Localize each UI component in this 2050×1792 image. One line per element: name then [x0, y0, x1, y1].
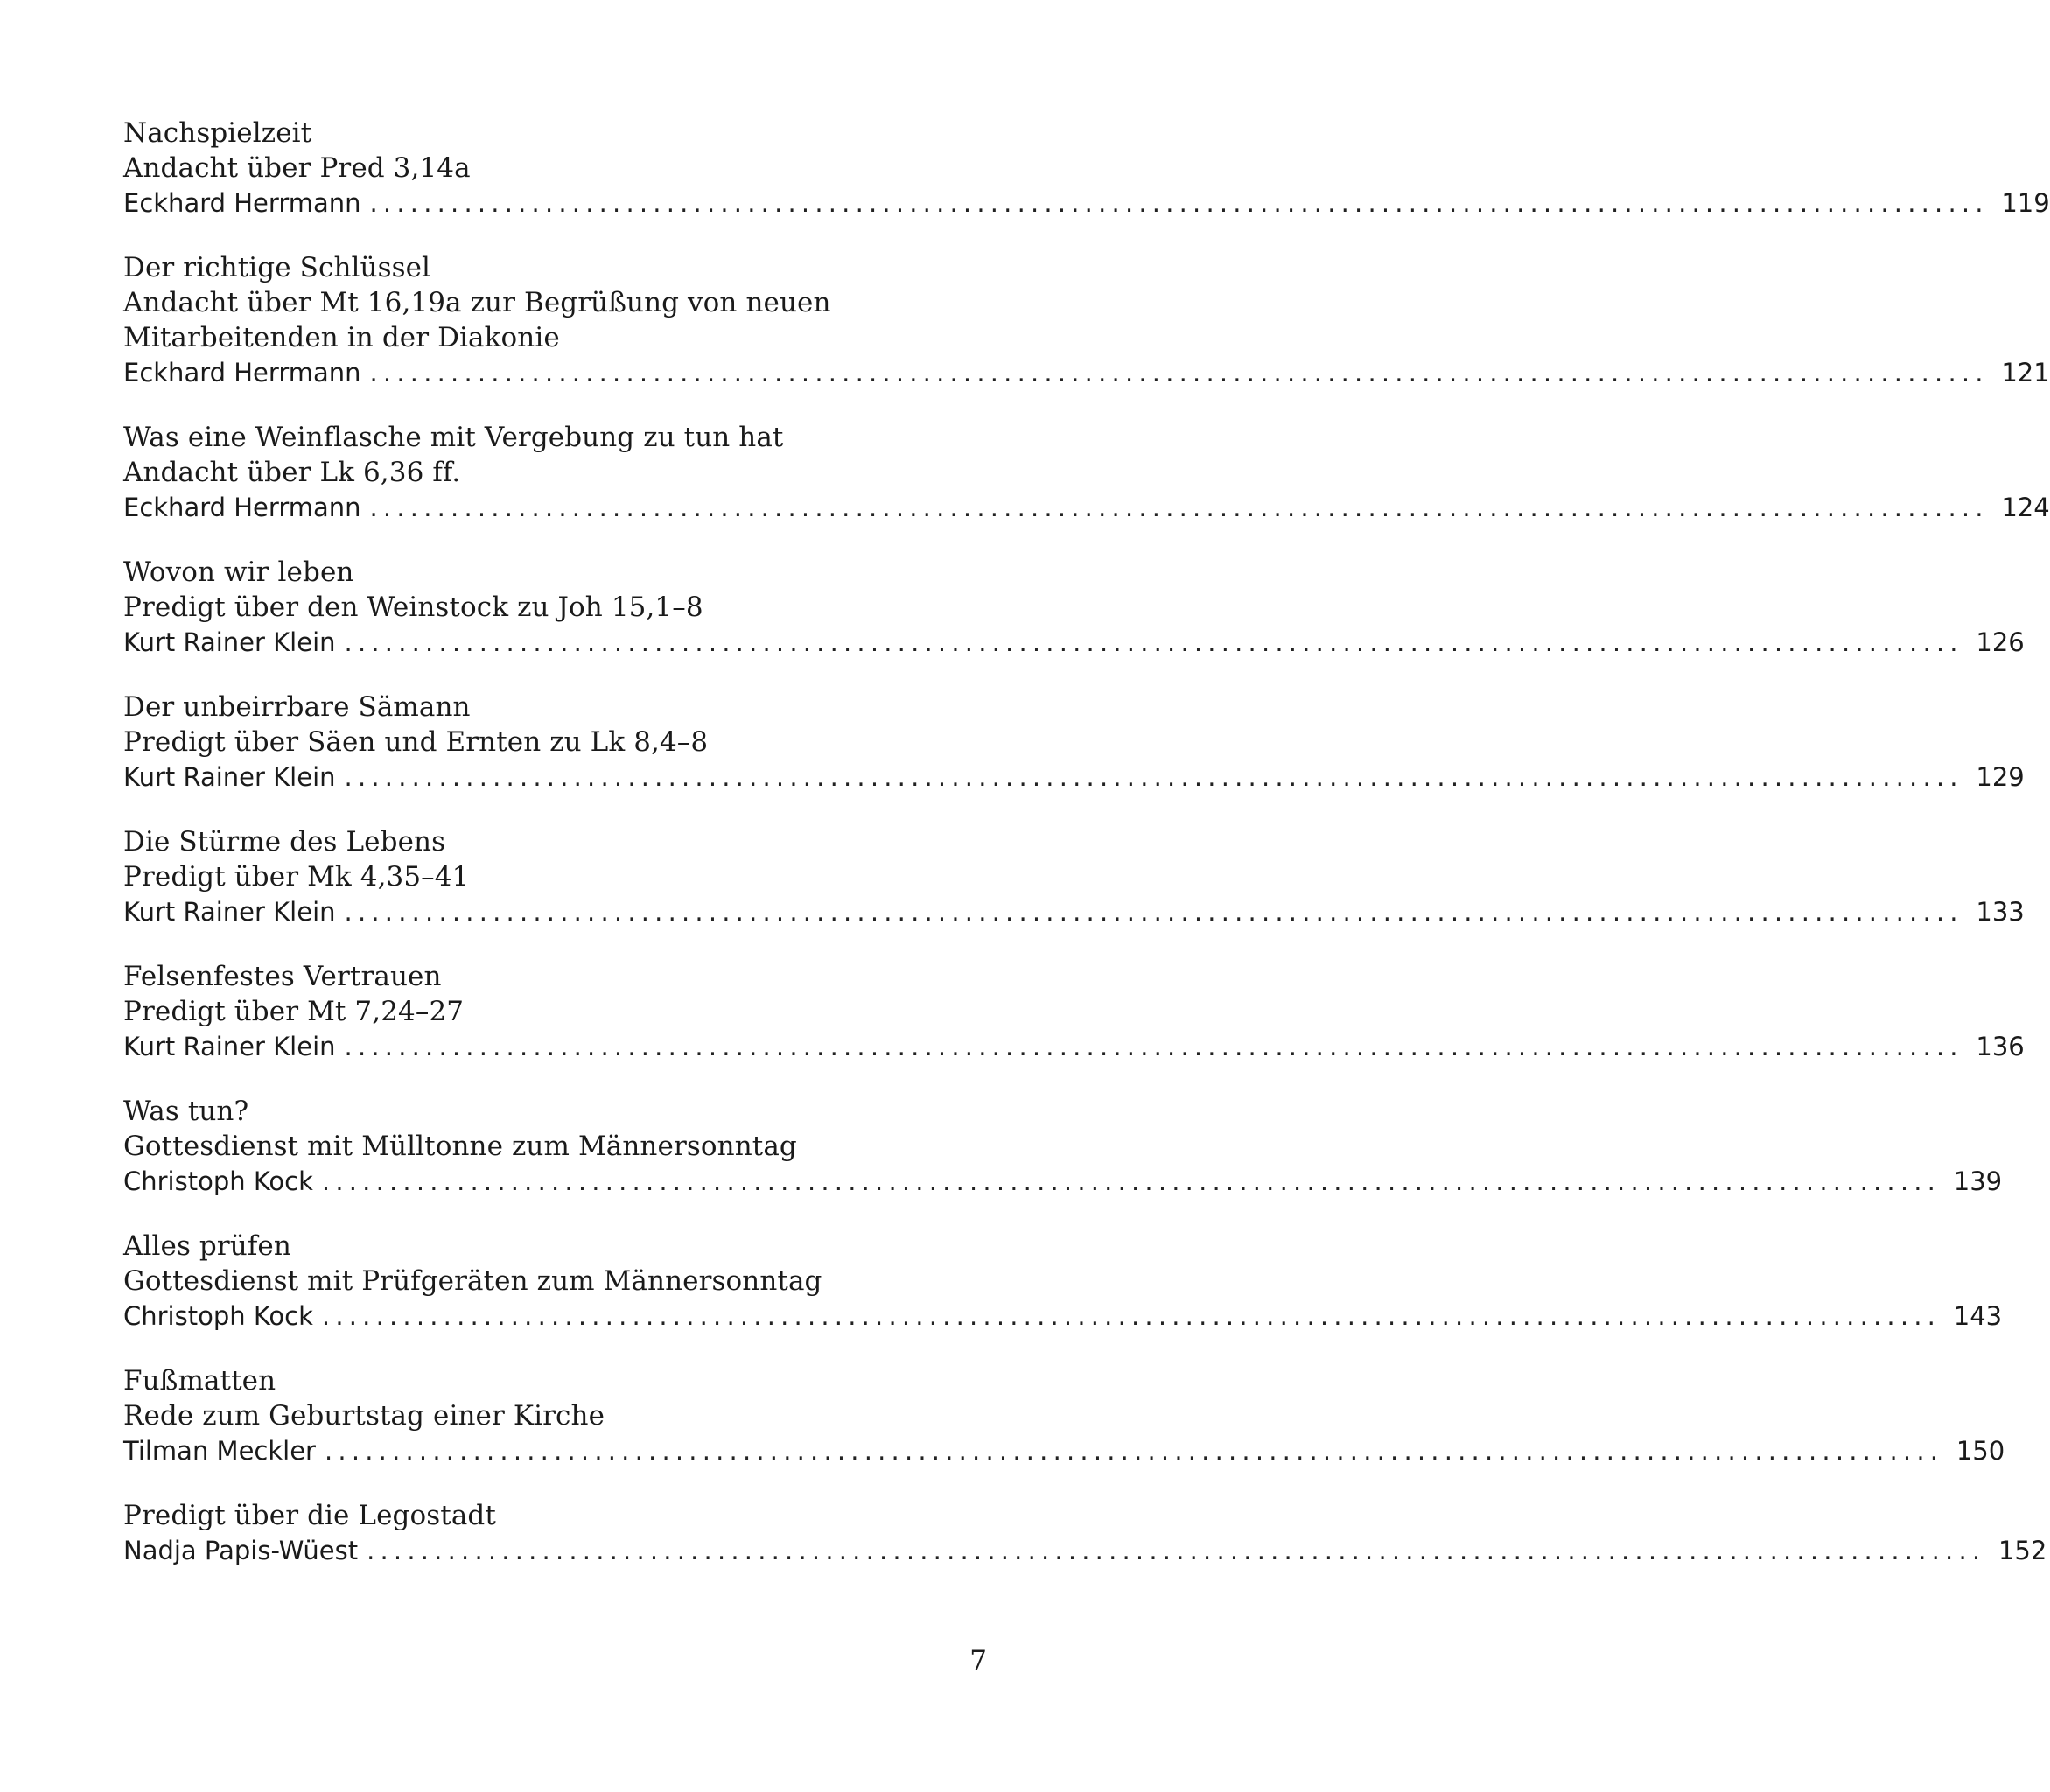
entry-page-number: 119 — [2001, 188, 2050, 218]
entry-page-number: 126 — [1976, 627, 2025, 657]
entry-subtitle: Andacht über Pred 3,14a — [123, 152, 471, 184]
entry-subtitle: Predigt über Säen und Ernten zu Lk 8,4–8 — [123, 726, 709, 758]
entry-author-line — [123, 1029, 2025, 1064]
entry-title: Wovon wir leben — [123, 556, 354, 588]
dot-leader: ........................................................................................................................ — [369, 358, 1989, 388]
entry-author: Christoph Kock — [123, 1301, 313, 1331]
entry-author: Eckhard Herrmann — [123, 188, 361, 218]
entry-author: Kurt Rainer Klein — [123, 627, 336, 657]
toc-entry — [123, 690, 2025, 794]
dot-leader: ........................................................................................................................ — [324, 1436, 1944, 1466]
entry-author: Kurt Rainer Klein — [123, 897, 336, 927]
toc-entry — [123, 959, 2025, 1064]
entry-author: Eckhard Herrmann — [123, 493, 361, 522]
entry-author-line — [123, 186, 2050, 220]
entry-author-line — [123, 1164, 2003, 1199]
entry-subtitle: Mitarbeitenden in der Diakonie — [123, 322, 560, 354]
toc-entry — [123, 1363, 2005, 1468]
entry-author-line — [123, 1533, 2047, 1568]
entry-subtitle: Andacht über Mt 16,19a zur Begrüßung von neuen — [123, 287, 831, 318]
toc-entry — [123, 1094, 2003, 1199]
entry-author-line — [123, 894, 2025, 929]
entry-subtitle: Predigt über den Weinstock zu Joh 15,1–8 — [123, 592, 703, 623]
entry-subtitle: Andacht über Lk 6,36 ff. — [123, 457, 461, 488]
toc-entry — [123, 1228, 2003, 1334]
entry-title: Felsenfestes Vertrauen — [123, 961, 442, 992]
entry-title: Der richtige Schlüssel — [123, 252, 431, 284]
entry-subtitle: Predigt über Mk 4,35–41 — [123, 861, 470, 892]
entry-author-line — [123, 490, 2050, 525]
entry-title: Fußmatten — [123, 1365, 276, 1396]
entry-title: Der unbeirrbare Sämann — [123, 691, 471, 723]
entry-subtitle: Rede zum Geburtstag einer Kirche — [123, 1400, 605, 1432]
toc-entry — [123, 555, 2025, 660]
entry-page-number: 139 — [1953, 1166, 2003, 1196]
entry-page-number: 133 — [1976, 897, 2025, 927]
entry-author-line — [123, 625, 2025, 660]
entry-page-number: 143 — [1953, 1301, 2003, 1331]
table-of-contents — [123, 116, 2050, 1598]
entry-title: Die Stürme des Lebens — [123, 826, 446, 858]
entry-subtitle: Gottesdienst mit Prüfgeräten zum Männersonntag — [123, 1265, 822, 1297]
toc-entry — [123, 420, 2050, 525]
entry-title: Predigt über die Legostadt — [123, 1500, 496, 1531]
dot-leader: ........................................................................................................................ — [321, 1301, 1942, 1331]
dot-leader: ........................................................................................................................ — [369, 188, 1989, 218]
entry-author-line — [123, 1298, 2003, 1334]
entry-author: Christoph Kock — [123, 1166, 313, 1196]
entry-author-line — [123, 1433, 2005, 1468]
toc-entry — [123, 250, 2050, 390]
entry-author: Nadja Papis-Wüest — [123, 1536, 359, 1565]
dot-leader: ........................................................................................................................ — [344, 1032, 1963, 1061]
dot-leader: ........................................................................................................................ — [321, 1166, 1942, 1196]
entry-author-line — [123, 760, 2025, 794]
toc-entry — [123, 824, 2025, 929]
entry-author: Kurt Rainer Klein — [123, 1032, 336, 1061]
entry-author: Tilman Meckler — [123, 1436, 316, 1466]
entry-page-number: 150 — [1956, 1436, 2005, 1466]
dot-leader: ........................................................................................................................ — [367, 1536, 1986, 1565]
entry-author: Eckhard Herrmann — [123, 358, 361, 388]
entry-author-line — [123, 355, 2050, 390]
dot-leader: ........................................................................................................................ — [369, 493, 1989, 522]
dot-leader: ........................................................................................................................ — [344, 627, 1963, 657]
page-number: 7 — [969, 1645, 987, 1676]
dot-leader: ........................................................................................................................ — [344, 897, 1963, 927]
entry-subtitle: Predigt über Mt 7,24–27 — [123, 996, 465, 1027]
entry-page-number: 129 — [1976, 762, 2025, 792]
entry-page-number: 124 — [2001, 493, 2050, 522]
toc-entry — [123, 1498, 2047, 1568]
toc-entry — [123, 116, 2050, 220]
entry-title: Was eine Weinflasche mit Vergebung zu tun hat — [123, 422, 784, 453]
entry-author: Kurt Rainer Klein — [123, 762, 336, 792]
entry-title: Alles prüfen — [123, 1230, 291, 1262]
entry-page-number: 136 — [1976, 1032, 2025, 1061]
entry-title: Was tun? — [123, 1096, 249, 1127]
entry-subtitle: Gottesdienst mit Mülltonne zum Männersonntag — [123, 1130, 797, 1162]
entry-page-number: 152 — [1998, 1536, 2047, 1565]
entry-page-number: 121 — [2001, 358, 2050, 388]
entry-title: Nachspielzeit — [123, 117, 312, 149]
dot-leader: ........................................................................................................................ — [344, 762, 1963, 792]
